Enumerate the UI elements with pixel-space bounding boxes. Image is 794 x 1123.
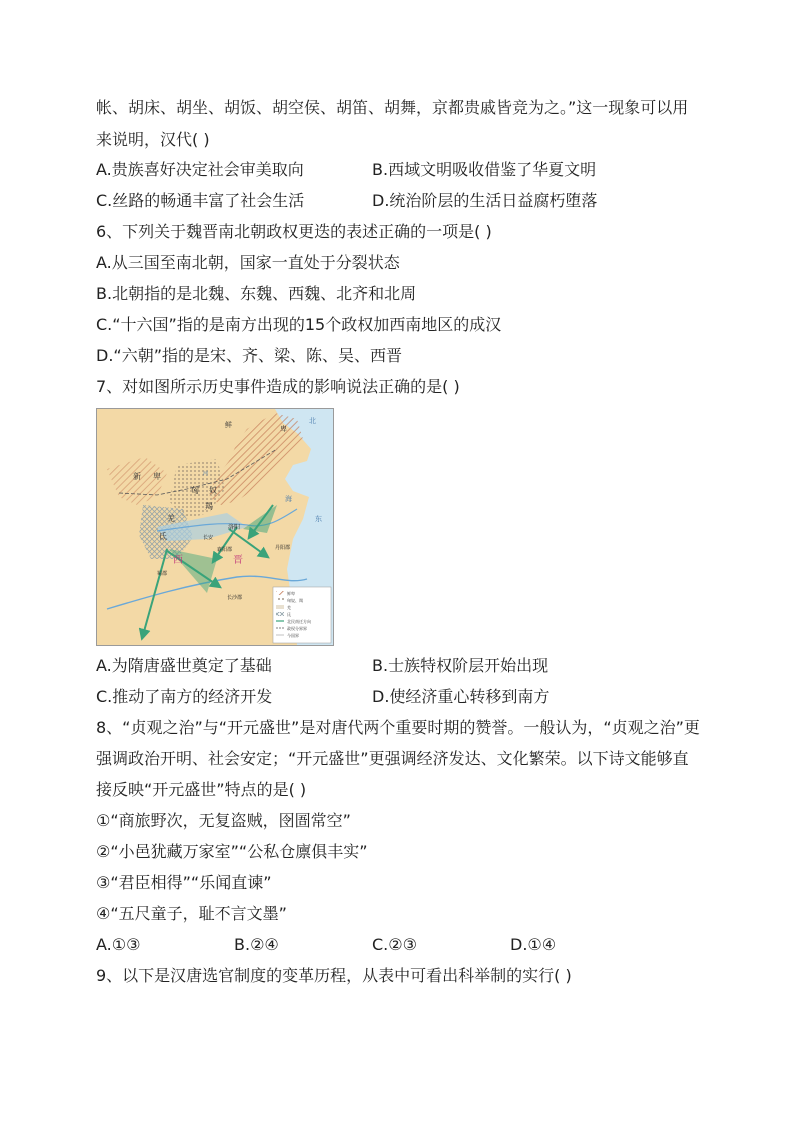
label-nu: 奴	[209, 486, 217, 495]
q8-option-b: B.②④	[234, 935, 279, 954]
migration-arrow	[143, 549, 167, 635]
label-hai: 海	[285, 495, 292, 503]
legend-swatch	[276, 612, 284, 616]
label-luoyang: 洛阳	[228, 524, 241, 531]
label-qiang: 羌	[167, 514, 175, 523]
label-jie: 羯	[205, 502, 213, 511]
label-jin: 晋	[233, 555, 243, 566]
q7-option-c: C.推动了南方的经济开发	[96, 687, 273, 706]
legend-swatch	[276, 598, 284, 602]
legend-item: 匈奴、羯	[287, 598, 303, 603]
q7-option-a: A.为隋唐盛世奠定了基础	[96, 656, 272, 675]
q8-item-1: ①“商旅野次，无复盗贼，囹圄常空”	[96, 811, 351, 830]
label-xianbei: 鲜	[225, 421, 232, 429]
label-xi: 西	[173, 555, 183, 566]
q8-item-2: ②“小邑犹藏万家室”“公私仓廪俱丰实”	[96, 842, 368, 861]
label-shu: 蜀郡	[157, 571, 168, 577]
migration-arrow	[229, 529, 265, 555]
legend-item: 北民南迁方向	[287, 619, 311, 624]
q8-option-d: D.①④	[510, 935, 557, 954]
label-dong: 东	[315, 515, 322, 523]
label-xiangyang: 襄阳郡	[217, 547, 233, 553]
q8-item-3: ③“君臣相得”“乐闻直谏”	[96, 873, 272, 892]
q6-option-a: A.从三国至南北朝，国家一直处于分裂状态	[96, 253, 400, 272]
q5-option-d: D.统治阶层的生活日益腐朽堕落	[372, 191, 598, 210]
q8-item-4: ④“五尺童子，耻不言文墨”	[96, 904, 287, 923]
legend-item: 鲜卑	[287, 591, 295, 596]
map-svg	[97, 409, 333, 645]
q7-option-b: B.士族特权阶层开始出现	[372, 656, 549, 675]
q7-stem: 7、对如图所示历史事件造成的影响说法正确的是( )	[96, 377, 460, 396]
legend-swatch	[276, 605, 284, 609]
label-bei: 卑	[153, 472, 161, 481]
historical-migration-map	[96, 408, 334, 646]
q7-option-d: D.使经济重心转移到南方	[372, 687, 550, 706]
label-he: 河	[203, 471, 209, 477]
q8-stem-line3: 接反映“开元盛世”特点的是( )	[96, 780, 307, 799]
label-xiong: 匈	[191, 486, 199, 495]
q6-stem: 6、下列关于魏晋南北朝政权更迭的表述正确的一项是( )	[96, 222, 492, 241]
q8-stem-line1: 8、“贞观之治”与“开元盛世”是对唐代两个重要时期的赞誉。一般认为，“贞观之治”更	[96, 718, 700, 737]
label-di: 氐	[159, 532, 167, 541]
legend-item: 今国界	[287, 633, 299, 638]
q5-stem-line1: 帐、胡床、胡坐、胡饭、胡空侯、胡笛、胡舞，京都贵戚皆竞为之。”这一现象可以用	[96, 98, 689, 117]
q5-option-a: A.贵族喜好决定社会审美取向	[96, 160, 304, 179]
q6-option-d: D.“六朝”指的是宋、齐、梁、陈、吴、西晋	[96, 346, 402, 365]
q9-stem: 9、以下是汉唐选官制度的变革历程，从表中可看出科举制的实行( )	[96, 966, 572, 985]
q5-option-b: B.西域文明吸收借鉴了华夏文明	[372, 160, 597, 179]
legend-item: 羌	[287, 605, 291, 610]
xianbei-region-west	[107, 457, 167, 505]
legend-item: 氐	[287, 612, 291, 617]
q5-option-c: C.丝路的畅通丰富了社会生活	[96, 191, 305, 210]
label-north: 北	[309, 417, 316, 425]
migration-fan	[243, 505, 277, 533]
q8-option-c: C.②③	[372, 935, 417, 954]
legend-swatch	[276, 591, 284, 595]
label-xianbei-2: 卑	[280, 425, 287, 433]
label-danyang: 丹阳郡	[275, 545, 291, 551]
label-changan: 长安	[203, 535, 214, 541]
legend-item: 政权分界界	[287, 626, 307, 631]
label-changsha: 长沙郡	[227, 595, 243, 601]
q5-stem-line2: 来说明，汉代( )	[96, 130, 210, 149]
label-xin: 新	[133, 472, 141, 481]
q8-stem-line2: 强调政治开明、社会安定；“开元盛世”更强调经济发达、文化繁荣。以下诗文能够直	[96, 749, 689, 768]
q6-option-b: B.北朝指的是北魏、东魏、西魏、北齐和北周	[96, 284, 417, 303]
q8-option-a: A.①③	[96, 935, 141, 954]
q6-option-c: C.“十六国”指的是南方出现的15个政权加西南地区的成汉	[96, 315, 502, 334]
